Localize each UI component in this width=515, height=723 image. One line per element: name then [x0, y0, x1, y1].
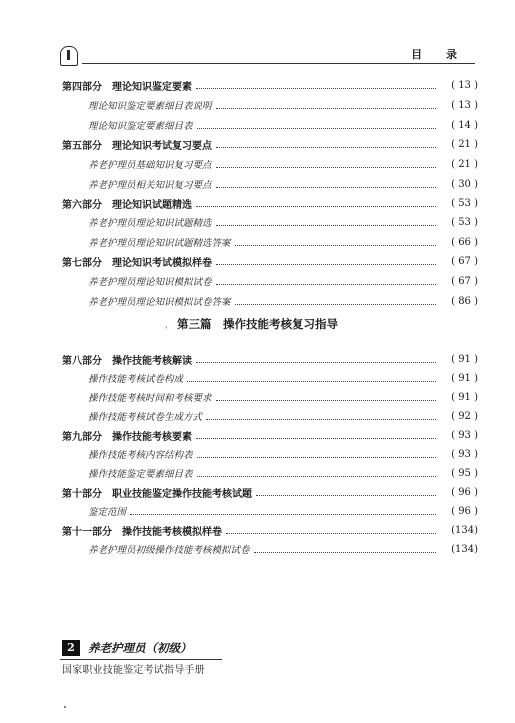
- toc-label: 操作技能考核内容结构表: [88, 450, 193, 461]
- toc-sub-line: [88, 234, 478, 250]
- toc-page-number: ( 67 ): [451, 275, 478, 287]
- dot-leader: [196, 206, 436, 207]
- toc-page-number: ( 91 ): [451, 391, 478, 403]
- toc-page-number: ( 95 ): [451, 467, 478, 479]
- publisher-logo-icon: [60, 46, 78, 66]
- stray-dot: [64, 706, 66, 708]
- toc-label: 养老护理员理论知识模拟试卷: [88, 277, 212, 288]
- dot-leader: [216, 167, 436, 168]
- toc-page-number: ( 21 ): [451, 138, 478, 150]
- toc-page-number: ( 91 ): [451, 372, 478, 384]
- toc-label: 操作技能考核试卷构成: [88, 374, 184, 385]
- footer-series-title: 国家职业技能鉴定考试指导手册: [62, 665, 205, 676]
- toc-label: 养老护理员理论知识模拟试卷答案: [88, 297, 231, 308]
- dot-leader: [196, 438, 436, 439]
- toc-page-number: ( 96 ): [451, 486, 478, 498]
- toc-sub-line: [88, 389, 478, 405]
- toc-sub-line: [88, 465, 478, 481]
- dot-leader: [216, 400, 436, 401]
- dot-leader: [235, 304, 436, 305]
- toc-label: 养老护理员初级操作技能考核模拟试卷: [88, 545, 250, 556]
- toc-part-line: [62, 136, 478, 152]
- toc-sub-line: [88, 214, 478, 230]
- dot-leader: [226, 533, 436, 534]
- toc-page-number: ( 30 ): [451, 178, 478, 190]
- toc-label: 第九部分 操作技能考核要素: [62, 431, 192, 443]
- dot-leader: [216, 108, 436, 109]
- toc-label: 理论知识鉴定要素细目表: [88, 121, 193, 132]
- dot-leader: [197, 457, 436, 458]
- dot-leader: [187, 381, 436, 382]
- dot-leader: [196, 362, 436, 363]
- toc-page-number: ( 93 ): [451, 448, 478, 460]
- toc-part-line: [62, 77, 478, 93]
- toc-sub-line: [88, 541, 478, 557]
- toc-label: 操作技能考核试卷生成方式: [88, 412, 203, 423]
- dot-leader: [216, 187, 436, 188]
- footer-book-title: 养老护理员（初级）: [88, 641, 192, 655]
- dot-leader: [197, 476, 436, 477]
- toc-page-number: ( 53 ): [451, 197, 478, 209]
- toc-part-line: [62, 351, 478, 367]
- toc-page-number: ( 66 ): [451, 236, 478, 248]
- toc-part-line: [62, 484, 478, 500]
- toc-page-number: ( 21 ): [451, 158, 478, 170]
- toc-page-number: ( 53 ): [451, 216, 478, 228]
- toc-sub-line: [88, 156, 478, 172]
- header-title: 目 录: [411, 48, 467, 61]
- toc-label: 养老护理员理论知识试题精选: [88, 218, 212, 229]
- toc-page-number: (134): [451, 524, 478, 536]
- toc-sub-line: [88, 97, 478, 113]
- toc-part-line: [62, 253, 478, 269]
- toc-label: 第六部分 理论知识试题精选: [62, 199, 192, 211]
- toc-page-number: ( 14 ): [451, 119, 478, 131]
- section-title: 第三篇 操作技能考核复习指导: [177, 317, 338, 331]
- dot-leader: [216, 147, 436, 148]
- dot-leader: [206, 419, 436, 420]
- toc-sub-line: [88, 293, 478, 309]
- toc-label: 养老护理员相关知识复习要点: [88, 180, 212, 191]
- toc-label: 第十部分 职业技能鉴定操作技能考核试题: [62, 488, 252, 500]
- dot-leader: [254, 552, 436, 553]
- toc-label: 第八部分 操作技能考核解读: [62, 355, 192, 367]
- toc-page-number: ( 92 ): [451, 410, 478, 422]
- toc-label: 第四部分 理论知识鉴定要素: [62, 81, 192, 93]
- toc-page-number: ( 13 ): [451, 99, 478, 111]
- dot-leader: [197, 128, 436, 129]
- toc-sub-line: [88, 273, 478, 289]
- toc-page-number: ( 67 ): [451, 255, 478, 267]
- toc-label: 第七部分 理论知识考试模拟样卷: [62, 257, 212, 269]
- dot-leader: [216, 264, 436, 265]
- dot-leader: [235, 245, 436, 246]
- footer-page-number: 2: [62, 640, 80, 656]
- footer-rule: [60, 659, 222, 660]
- toc-page-number: ( 93 ): [451, 429, 478, 441]
- toc-label: 鉴定范围: [88, 507, 127, 518]
- dot-leader: [216, 225, 436, 226]
- toc-label: 养老护理员理论知识试题精选答案: [88, 238, 231, 249]
- toc-part-line: [62, 427, 478, 443]
- dot-leader: [196, 88, 436, 89]
- toc-label: 理论知识鉴定要素细目表说明: [88, 101, 212, 112]
- header-rule: [82, 63, 475, 64]
- stray-mark: ': [165, 326, 168, 336]
- toc-page-number: (134): [451, 543, 478, 555]
- toc-sub-line: [88, 117, 478, 133]
- dot-leader: [130, 514, 436, 515]
- toc-label: 操作技能考核时间和考核要求: [88, 393, 212, 404]
- toc-label: 养老护理员基础知识复习要点: [88, 160, 212, 171]
- toc-sub-line: [88, 503, 478, 519]
- toc-label: 第十一部分 操作技能考核模拟样卷: [62, 526, 222, 538]
- dot-leader: [216, 284, 436, 285]
- toc-part-line: [62, 522, 478, 538]
- toc-sub-line: [88, 446, 478, 462]
- dot-leader: [256, 495, 436, 496]
- toc-sub-line: [88, 176, 478, 192]
- toc-sub-line: [88, 370, 478, 386]
- toc-label: 第五部分 理论知识考试复习要点: [62, 140, 212, 152]
- toc-page-number: ( 13 ): [451, 79, 478, 91]
- toc-page-number: ( 86 ): [451, 295, 478, 307]
- page-header: [60, 46, 475, 70]
- toc-page-number: ( 96 ): [451, 505, 478, 517]
- toc-part-line: [62, 195, 478, 211]
- toc-sub-line: [88, 408, 478, 424]
- toc-page-number: ( 91 ): [451, 353, 478, 365]
- toc-label: 操作技能鉴定要素细目表: [88, 469, 193, 480]
